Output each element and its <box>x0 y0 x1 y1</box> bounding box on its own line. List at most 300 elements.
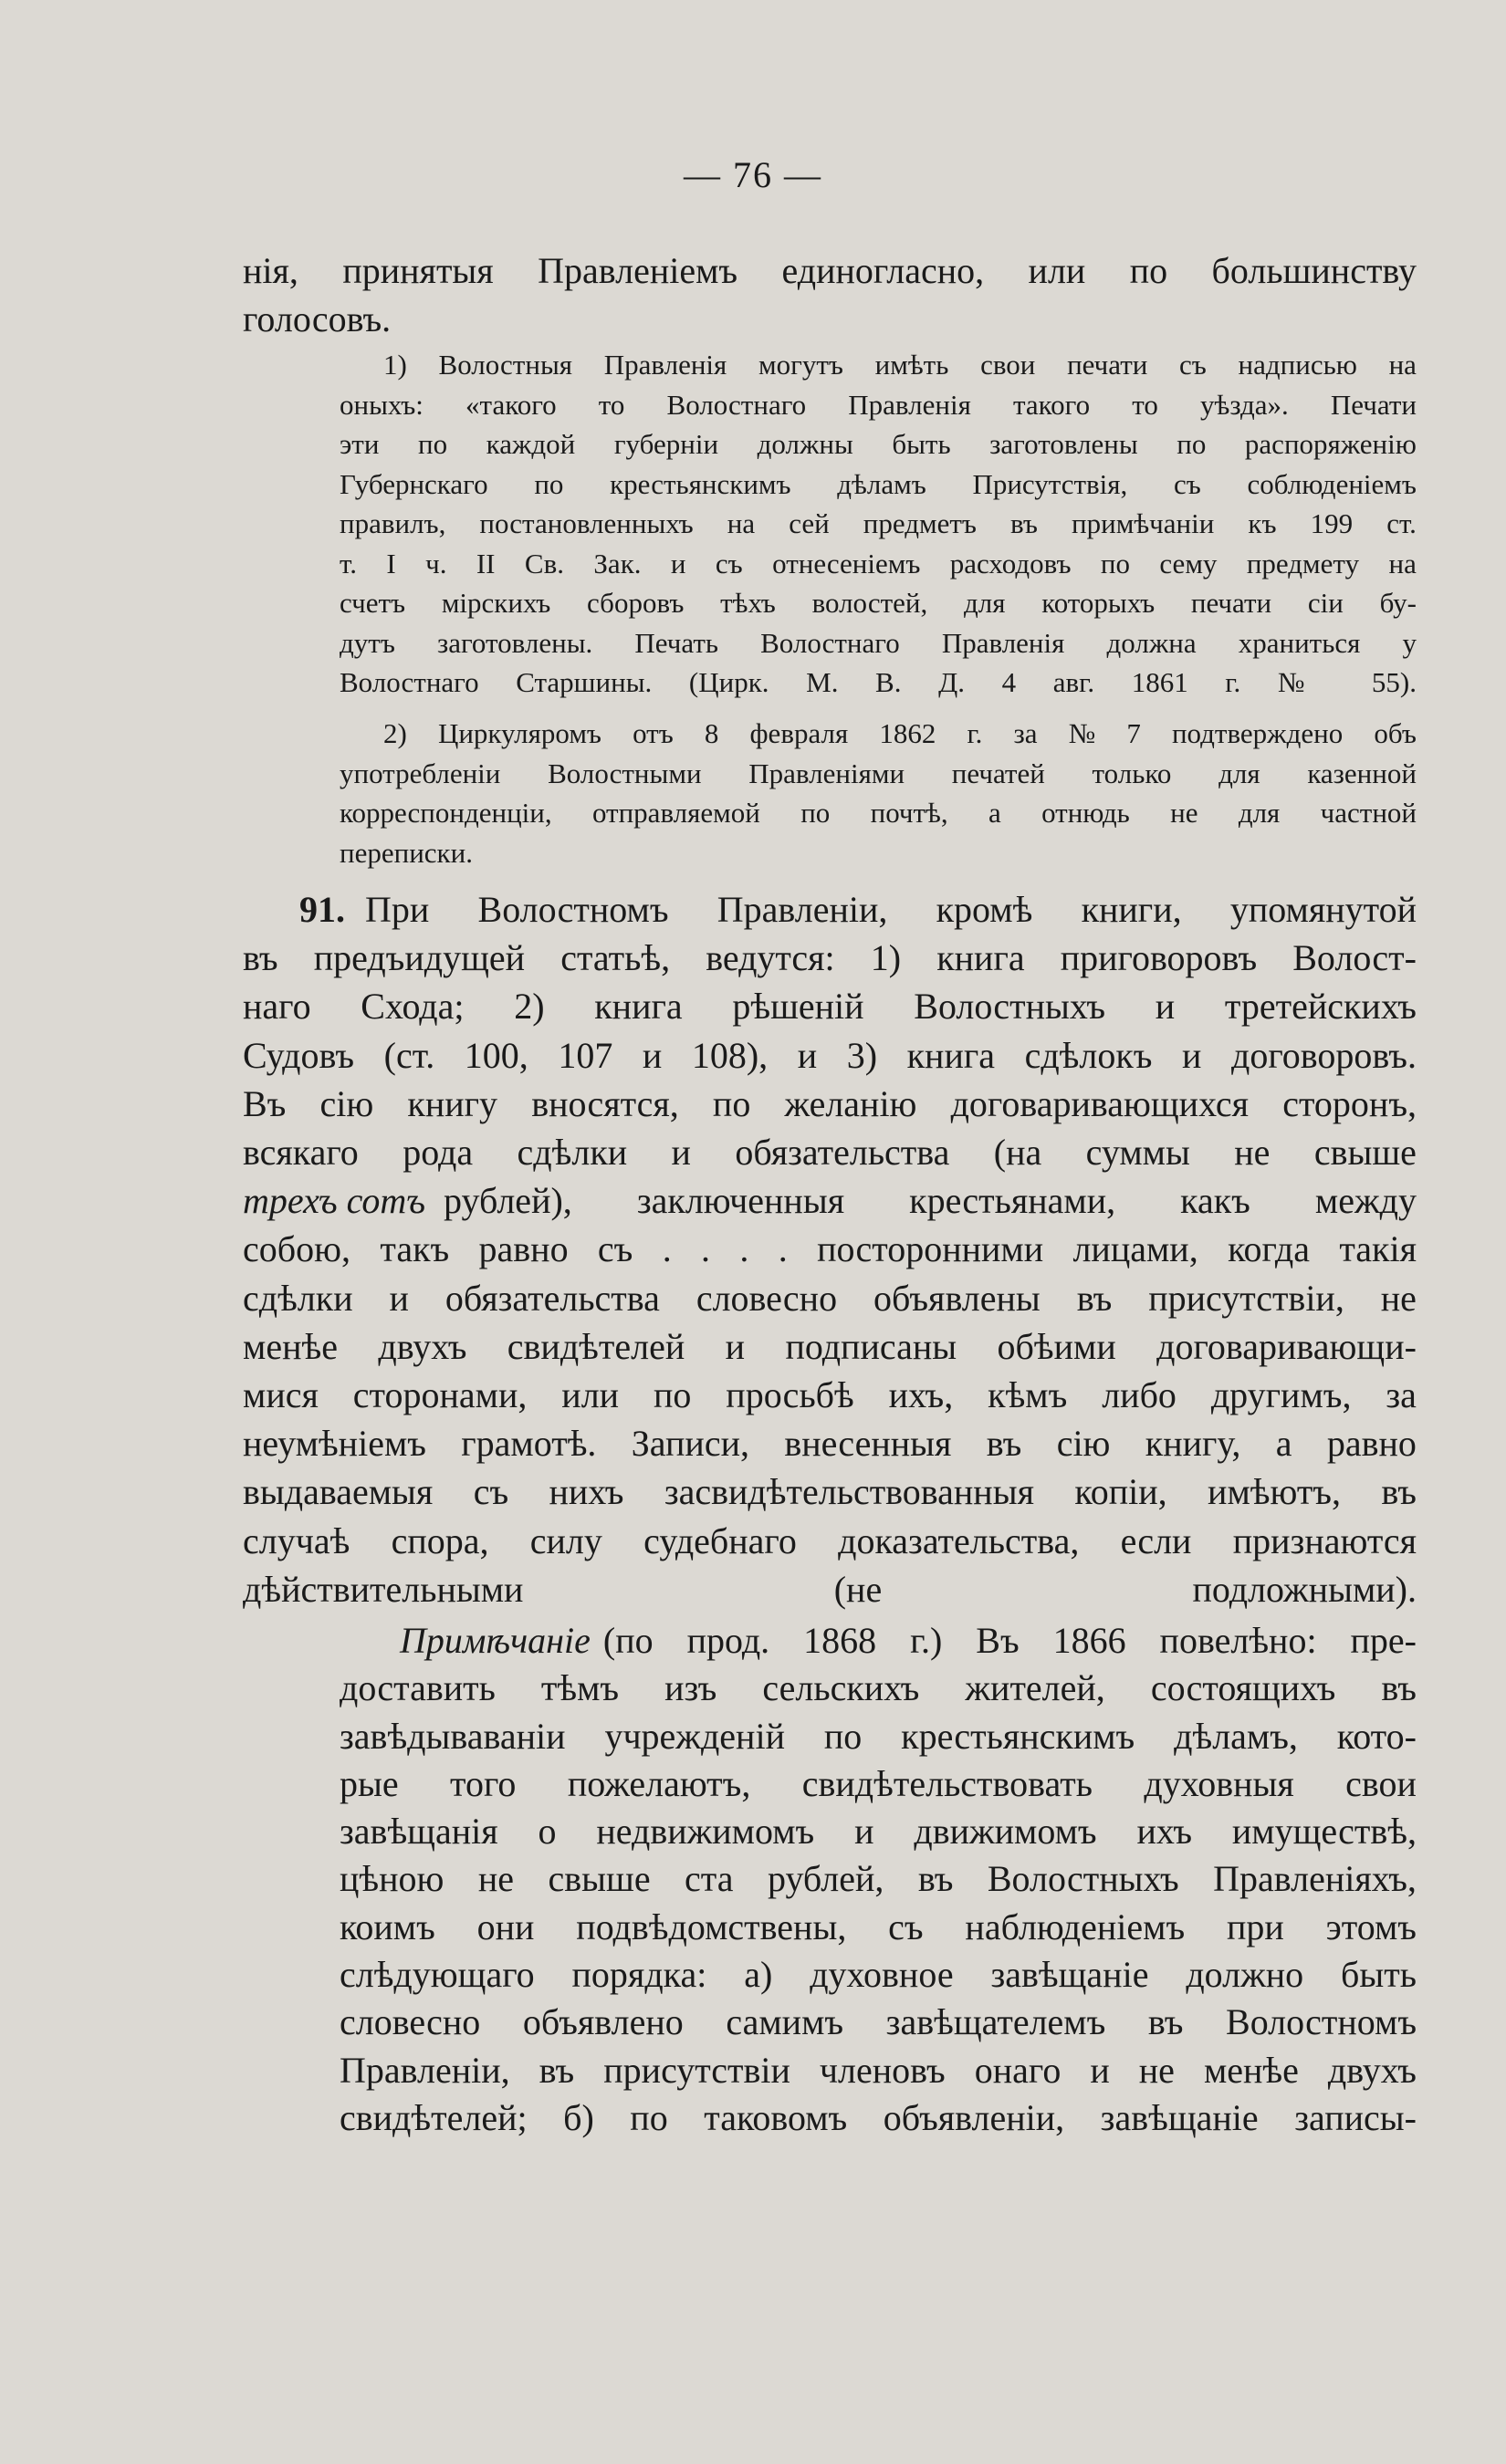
word: съ <box>597 1228 633 1270</box>
word: коимъ <box>340 1905 435 1947</box>
word: только <box>1092 757 1172 789</box>
word: за <box>1386 1374 1417 1416</box>
word: Правленіяхъ, <box>1213 1858 1417 1900</box>
italic-phrase: трехъ сотъ <box>243 1180 426 1222</box>
word: объявлено <box>522 2001 684 2043</box>
word: суммы <box>1085 1132 1190 1174</box>
word: какъ <box>1180 1180 1250 1222</box>
word: когда <box>1228 1228 1310 1270</box>
word: засвидѣтельствованныя <box>664 1471 1034 1513</box>
word: въ <box>1381 1667 1417 1709</box>
note-line <box>340 1855 1417 1903</box>
word: словесно <box>695 1277 838 1319</box>
word: Записи, <box>631 1423 749 1465</box>
word: 1) <box>870 937 902 979</box>
word: отнесеніемъ <box>772 547 921 579</box>
word: такого <box>1012 388 1091 421</box>
word: II <box>476 547 496 579</box>
article-91-line <box>243 982 1417 1030</box>
word: присутствіи, <box>1148 1277 1344 1319</box>
word: . <box>701 1228 711 1270</box>
word: обязательства <box>735 1132 950 1174</box>
word: копіи, <box>1074 1471 1167 1513</box>
word: кото- <box>1336 1715 1417 1757</box>
word: волостей, <box>811 587 928 619</box>
word: то <box>1132 388 1158 421</box>
word: съ <box>715 547 743 579</box>
word: изъ <box>664 1667 717 1709</box>
word: подписаны <box>785 1325 957 1367</box>
word: внесенныя <box>784 1423 952 1465</box>
word: по <box>630 2096 668 2138</box>
word: договаривающи- <box>1156 1325 1417 1367</box>
word: слѣдующаго <box>340 1954 535 1996</box>
word: просьбѣ <box>726 1374 854 1416</box>
article-91-line <box>243 1274 1417 1322</box>
word: имѣютъ, <box>1208 1471 1341 1513</box>
word: 7 <box>1126 717 1141 749</box>
note-line <box>340 2047 1417 2094</box>
word: рые <box>340 1762 399 1804</box>
article-91-after-italic <box>444 1176 1417 1225</box>
word: которыхъ <box>1041 587 1156 619</box>
word: другимъ, <box>1210 1374 1352 1416</box>
word: по <box>823 1715 863 1757</box>
word: двухъ <box>378 1325 467 1367</box>
word: повелѣно: <box>1159 1620 1317 1661</box>
word: для <box>963 587 1006 619</box>
footnote-2-line <box>340 754 1417 794</box>
word: по <box>1100 547 1131 579</box>
intro-paragraph <box>243 246 1417 343</box>
article-91-line <box>243 1517 1417 1565</box>
word: доказательства, <box>838 1519 1080 1561</box>
word: употребленіи <box>340 757 501 789</box>
footnote-1-line <box>340 385 1417 425</box>
word: неумѣніемъ <box>243 1423 426 1465</box>
word: Волостныхъ <box>914 986 1106 1028</box>
note-label: Примѣчаніе <box>400 1620 591 1661</box>
word: ст. <box>1386 507 1417 539</box>
word: заготовлены. <box>436 626 593 659</box>
article-91-line <box>243 1080 1417 1128</box>
article-91-line <box>243 1031 1417 1080</box>
word: не <box>1234 1132 1271 1174</box>
article-91-line <box>243 934 1417 982</box>
word: по <box>534 467 564 500</box>
word: 100, <box>464 1034 528 1076</box>
word: Схода; <box>361 986 465 1028</box>
word: т. <box>340 547 357 579</box>
word: договоровъ. <box>1231 1034 1417 1076</box>
word: съ <box>1179 349 1207 381</box>
word: по <box>1177 428 1207 460</box>
word: примѣчаніи <box>1072 507 1215 539</box>
footnote-1-line <box>340 583 1417 623</box>
word: судебнаго <box>643 1519 797 1561</box>
word: съ <box>1173 467 1201 500</box>
word: № <box>1068 717 1096 749</box>
article-91-line <box>243 1419 1417 1467</box>
word: за <box>1013 717 1038 749</box>
word: Судовъ <box>243 1034 355 1076</box>
word: правилъ, <box>340 507 446 539</box>
word: завѣщаніе <box>990 1954 1149 1996</box>
word: сему <box>1159 547 1218 579</box>
word: быть <box>892 428 951 460</box>
word: I <box>386 547 396 579</box>
word: самимъ <box>726 2001 844 2043</box>
word: и <box>725 1325 746 1367</box>
article-91-first-line <box>243 885 1417 934</box>
word: двухъ <box>1327 2049 1417 2091</box>
note-paragraph <box>340 1617 1417 2142</box>
word: спора, <box>391 1519 489 1561</box>
footnote-2 <box>340 714 1417 872</box>
word: «такого <box>465 388 557 421</box>
word: посторонними <box>817 1228 1044 1270</box>
intro-last-line: голосовъ. <box>243 298 392 340</box>
word: свидѣтельствовать <box>801 1762 1093 1804</box>
word: и <box>389 1277 409 1319</box>
word: принятыя <box>342 250 494 291</box>
word: по <box>418 428 448 460</box>
word: духовныя <box>1144 1762 1294 1804</box>
article-number: 91. <box>299 889 345 930</box>
word: равно <box>478 1228 569 1270</box>
word: и <box>671 1132 691 1174</box>
article-91-first-line-words <box>365 885 1417 934</box>
word: менѣе <box>243 1325 338 1367</box>
word: ихъ, <box>888 1374 954 1416</box>
word: крестьянскимъ <box>610 467 791 500</box>
word: присутствіи <box>603 2049 790 2091</box>
word: заготовлены <box>989 428 1138 460</box>
word: объявлены <box>873 1277 1041 1319</box>
word: случаѣ <box>243 1519 350 1561</box>
word: а <box>1275 1423 1292 1465</box>
word: подвѣдомствены, <box>576 1905 847 1947</box>
word: наблюденіемъ <box>965 1905 1186 1947</box>
footnote-2-line <box>340 793 1417 833</box>
word: пре- <box>1350 1620 1417 1661</box>
word: Св. <box>524 547 564 579</box>
word: Правленіи, <box>716 889 888 930</box>
word: и <box>797 1034 818 1076</box>
word: то <box>598 388 625 421</box>
word: сдѣлки <box>243 1277 353 1319</box>
word: Правленіи, <box>340 2049 510 2091</box>
word: книга <box>906 1034 996 1076</box>
word: тѣхъ <box>720 587 776 619</box>
word: завѣдываваніи <box>340 1715 566 1757</box>
word: отправляемой <box>591 797 760 829</box>
word: у <box>1402 626 1417 659</box>
word: свои <box>980 349 1036 381</box>
word: сей <box>789 507 830 539</box>
word: порядка: <box>571 1954 707 1996</box>
word: тѣмъ <box>540 1667 620 1709</box>
word: сдѣлки <box>517 1132 628 1174</box>
word: книга <box>936 937 1025 979</box>
word: наго <box>243 986 311 1028</box>
word: завѣщаніе <box>1100 2096 1259 2138</box>
word: свои <box>1345 1762 1417 1804</box>
word: бу- <box>1379 587 1417 619</box>
word: учрежденій <box>604 1715 785 1757</box>
word: жителей, <box>965 1667 1105 1709</box>
word: таковомъ <box>704 2096 848 2138</box>
word: Въ <box>976 1620 1020 1661</box>
word: и <box>670 547 686 579</box>
word: Волостнаго <box>760 626 900 659</box>
word: 1862 <box>879 717 936 749</box>
word: (по <box>602 1620 654 1661</box>
word: либо <box>1102 1374 1177 1416</box>
word: кѣмъ <box>988 1374 1068 1416</box>
article-91-italic-line <box>243 1176 1417 1225</box>
word: Правленія <box>848 388 971 421</box>
word: въ <box>986 1423 1022 1465</box>
word: 1) <box>383 349 407 381</box>
word: крестьянскимъ <box>901 1715 1135 1757</box>
word: а <box>988 797 1001 829</box>
word: свидѣтелей; <box>340 2096 528 2138</box>
word: сборовъ <box>587 587 685 619</box>
word: почтѣ, <box>870 797 948 829</box>
word: Правленія <box>603 349 727 381</box>
word: дѣламъ <box>837 467 926 500</box>
word: и <box>1182 1034 1202 1076</box>
word: сельскихъ <box>762 1667 920 1709</box>
word: оныхъ: <box>340 388 424 421</box>
word: въ <box>1010 507 1038 539</box>
note-first-line <box>340 1617 1417 1665</box>
word: пожелаютъ, <box>567 1762 751 1804</box>
word: 2) <box>514 986 545 1028</box>
footnote-1-line <box>340 345 1417 385</box>
word: всякаго <box>243 1132 359 1174</box>
word: уѣзда». <box>1199 388 1289 421</box>
word: между <box>1314 1180 1417 1222</box>
word: Правленія <box>941 626 1065 659</box>
word: большинству <box>1211 250 1417 291</box>
word: должно <box>1186 1954 1304 1996</box>
word: имуществѣ, <box>1231 1811 1417 1853</box>
word: если <box>1120 1519 1192 1561</box>
word: а) <box>744 1954 773 1996</box>
word: статьѣ, <box>560 937 671 979</box>
word: нія, <box>243 250 298 291</box>
word: лицами, <box>1072 1228 1198 1270</box>
word: г. <box>967 717 983 749</box>
word: Въ <box>243 1082 287 1124</box>
word: и <box>642 1034 663 1076</box>
word: по <box>653 1374 692 1416</box>
word: дутъ <box>340 626 395 659</box>
word: третейскихъ <box>1224 986 1417 1028</box>
word: расходовъ <box>949 547 1072 579</box>
footnote-2-line <box>340 714 1417 754</box>
word: равно <box>1326 1423 1417 1465</box>
article-91-line <box>243 1128 1417 1176</box>
word: Волостныхъ <box>987 1858 1179 1900</box>
word: 199 <box>1310 507 1354 539</box>
word: печатей <box>951 757 1045 789</box>
word: съ <box>888 1905 924 1947</box>
word: договаривающихся <box>950 1082 1250 1124</box>
word: они <box>476 1905 535 1947</box>
word: сторонами, <box>352 1374 528 1416</box>
word: прод. <box>686 1620 770 1661</box>
note-first-line-words <box>603 1617 1417 1665</box>
word: быть <box>1341 1954 1417 1996</box>
word: распоряженію <box>1244 428 1417 460</box>
word: каждой <box>486 428 576 460</box>
word: 3) <box>846 1034 878 1076</box>
word: Правленіемъ <box>538 250 738 291</box>
word: частной <box>1320 797 1417 829</box>
article-91-line <box>243 1371 1417 1419</box>
word: записы- <box>1294 2096 1417 2138</box>
word: этомъ <box>1325 1905 1417 1947</box>
word: въ <box>243 937 278 979</box>
note-line <box>340 1665 1417 1712</box>
word: собою, <box>243 1228 350 1270</box>
word: для <box>1218 757 1260 789</box>
word: постановленныхъ <box>479 507 694 539</box>
word: признаются <box>1232 1519 1417 1561</box>
word: такія <box>1339 1228 1417 1270</box>
footnote-1-line <box>340 424 1417 465</box>
word: Циркуляромъ <box>437 717 601 749</box>
intro-line <box>243 246 1417 295</box>
word: 108), <box>691 1034 769 1076</box>
word: объ <box>1374 717 1417 749</box>
word: 1866 <box>1052 1620 1126 1661</box>
word: на <box>1388 547 1417 579</box>
word: того <box>450 1762 517 1804</box>
word: завѣщанія <box>340 1811 498 1853</box>
word: сторонъ, <box>1282 1082 1417 1124</box>
word: подтверждено <box>1171 717 1344 749</box>
word: отнюдь <box>1041 797 1130 829</box>
word: корреспонденціи, <box>340 797 552 829</box>
word: Волостномъ <box>477 889 669 930</box>
word: предмету <box>1246 547 1360 579</box>
word: заключенныя <box>636 1180 845 1222</box>
word: Зак. <box>593 547 642 579</box>
word: печати <box>1067 349 1148 381</box>
word: Волостныя <box>438 349 573 381</box>
word: мися <box>243 1374 319 1416</box>
word: сію <box>1056 1423 1111 1465</box>
word: онаго <box>974 2049 1062 2091</box>
word: грамотѣ. <box>461 1423 597 1465</box>
word: 1868 <box>803 1620 877 1661</box>
word: словесно <box>340 2001 481 2043</box>
footnote-1-line <box>340 623 1417 663</box>
word: Печать <box>634 626 718 659</box>
word: соблюденіемъ <box>1247 467 1417 500</box>
word: должна <box>1106 626 1197 659</box>
word: не <box>1380 1277 1417 1319</box>
word: движимомъ <box>914 1811 1097 1853</box>
word: сіи <box>1307 587 1344 619</box>
word: или <box>561 1374 620 1416</box>
word: Волостнаго <box>666 388 807 421</box>
word: и <box>854 1811 874 1853</box>
word: единогласно, <box>781 250 985 291</box>
word: не <box>477 1858 515 1900</box>
word: Волост- <box>1292 937 1417 979</box>
word: . <box>778 1228 788 1270</box>
word: и <box>1155 986 1176 1028</box>
word: . <box>739 1228 749 1270</box>
word: силу <box>529 1519 602 1561</box>
word: свыше <box>1313 1132 1417 1174</box>
word: объявленіи, <box>883 2096 1065 2138</box>
word: по <box>800 797 831 829</box>
word: вносятся, <box>531 1082 679 1124</box>
footnote-2-last-line: переписки. <box>340 836 473 869</box>
word: (на <box>993 1132 1042 1174</box>
word: желанію <box>784 1082 917 1124</box>
word: свыше <box>548 1858 651 1900</box>
word: мірскихъ <box>441 587 551 619</box>
word: книгу, <box>1145 1423 1241 1465</box>
word: казенной <box>1307 757 1417 789</box>
word: духовное <box>810 1954 954 1996</box>
word: счетъ <box>340 587 406 619</box>
word: 107 <box>558 1034 613 1076</box>
word: (ст. <box>383 1034 435 1076</box>
word: на <box>727 507 756 539</box>
word: или <box>1028 250 1086 291</box>
word: Волостномъ <box>1226 2001 1417 2043</box>
article-91-line <box>243 1322 1417 1371</box>
word: рода <box>403 1132 474 1174</box>
word: печати <box>1190 587 1272 619</box>
word: обѣими <box>997 1325 1116 1367</box>
word: въ <box>917 1858 954 1900</box>
note-line <box>340 1999 1417 2046</box>
note-line <box>340 1951 1417 1999</box>
word: книги, <box>1081 889 1182 930</box>
word: въ <box>539 2049 575 2091</box>
article-91-last-line: дѣйствительными (не подложными). <box>243 1568 1417 1610</box>
word: менѣе <box>1203 2049 1299 2091</box>
word: должны <box>757 428 853 460</box>
footnote-1-line <box>340 504 1417 544</box>
word: дѣламъ, <box>1174 1715 1298 1757</box>
word: въ <box>1076 1277 1113 1319</box>
word: на <box>1388 349 1417 381</box>
word: выдаваемыя <box>243 1471 434 1513</box>
page-number: — 76 — <box>684 154 822 195</box>
word: по <box>712 1082 751 1124</box>
word: свидѣтелей <box>507 1325 685 1367</box>
word: недвижимомъ <box>596 1811 815 1853</box>
word: могутъ <box>758 349 843 381</box>
word: Печати <box>1330 388 1417 421</box>
word: февраля <box>749 717 849 749</box>
note-line <box>340 1904 1417 1951</box>
footnote-1 <box>340 345 1417 703</box>
word: сію <box>319 1082 374 1124</box>
word: кромѣ <box>936 889 1033 930</box>
word: и <box>1090 2049 1110 2091</box>
